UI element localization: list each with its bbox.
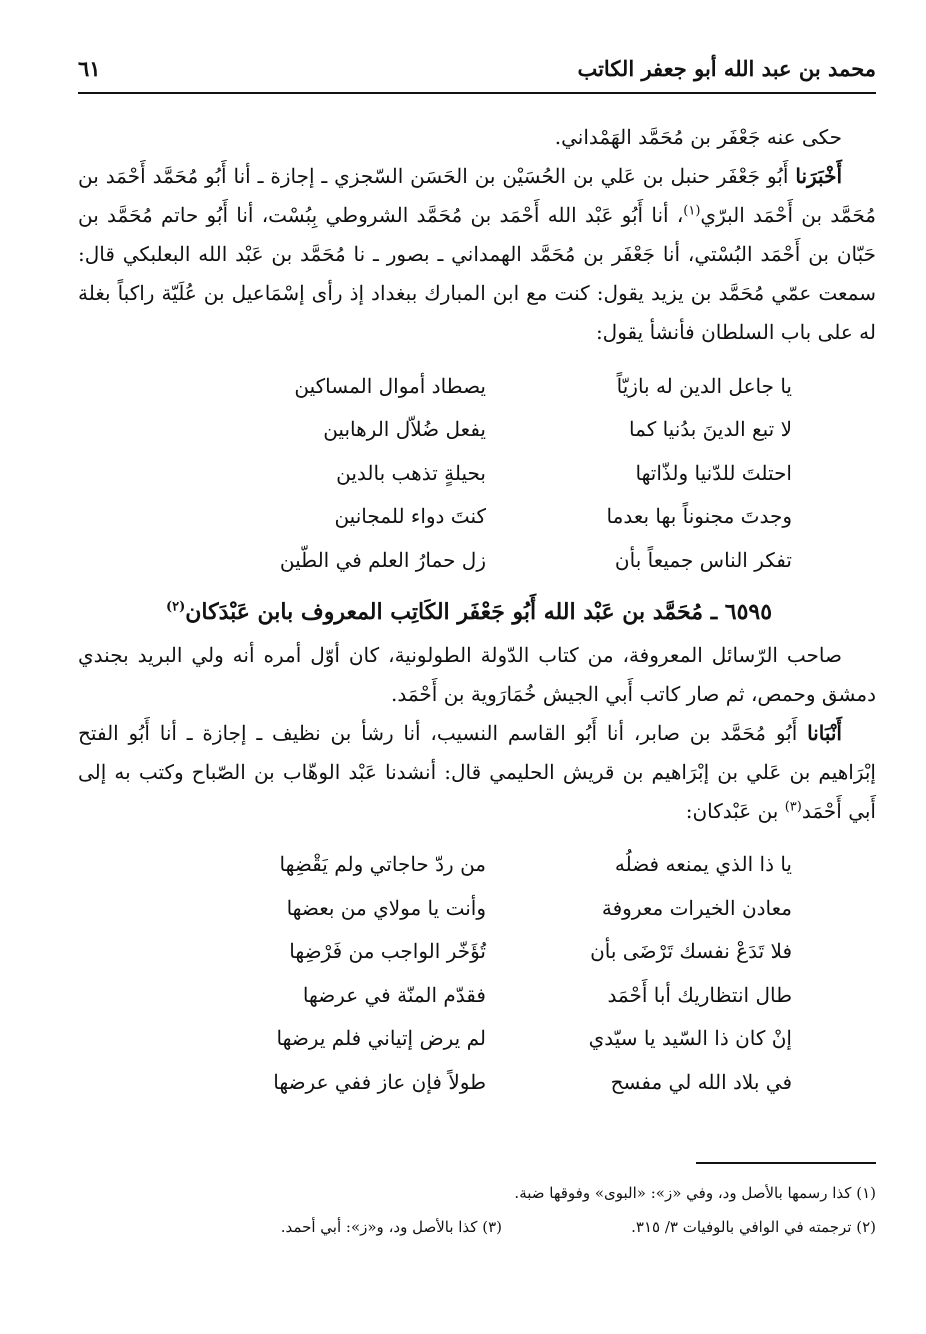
verse [78,843,876,887]
verse-second-hemistich: لم يرض إتياني فلم يرضها [276,1026,486,1051]
verse-second-hemistich: تُؤَخّر الواجب من فَرْضِها [289,939,486,964]
footnote-ref-2[interactable]: (٢) [165,599,186,615]
verse [78,973,876,1017]
footnote-1: (١) كذا رسمها بالأصل ود، وفي «ز»: «البوى» وفوقها ضبة. [514,1184,876,1202]
footnotes [78,1162,876,1244]
isnad-lead-word: أَخْبَرَنا [795,164,842,188]
paragraph-4-text-a: أَبُو مُحَمَّد بن صابر، أنا أَبُو القاسم النسيب، أنا رشأ بن نظيف ـ إجازة ـ أنا أَبُو الفتح إبْرَاهيم بن عَلي بن إبْرَاهيم بن قريش الحليمي قال: أنشدنا عَبْد الوهّاب بن الصّباح وكتب به إلى أَبي أَحْمَد [78,720,876,823]
paragraph-4-text-b: بن عَبْدكان: [685,798,785,823]
footnote-3: (٣) كذا بالأصل ود، و«ز»: أبي أحمد. [280,1218,502,1236]
verse-first-hemistich: في بلاد الله لي مفسح [610,1069,792,1094]
verse-second-hemistich: من ردّ حاجاتي ولم يَقْضِها [279,852,486,877]
verse-second-hemistich: فقدّم المنّة في عرضها [302,982,486,1007]
verse [78,1060,876,1104]
verse-first-hemistich: احتلتَ للدّنيا ولذّاتها [635,460,792,485]
main-text [78,118,876,1110]
verse [78,538,876,582]
verse [78,1017,876,1061]
page-number: ٦١ [78,56,101,81]
verse-second-hemistich: وأنت يا مولاي من بعضها [286,895,486,920]
paragraph-2-text-a: أَبُو جَعْفَر حنبل بن عَلي بن الحُسَيْن بن الحَسَن السّجزي ـ إجازة ـ أنا أَبُو مُحَمَّد أَحْمَد بن مُحَمَّد بن أَحْمَد البرّي [78,164,876,227]
footnote-row [78,1210,876,1244]
verse-first-hemistich: لا تبع الدينَ بدُنيا كما [629,417,792,442]
entry-title: ٦٥٩٥ ـ مُحَمَّد بن عَبْد الله أَبُو جَعْفَر الكَاتِب المعروف بابن عَبْدَكان [185,598,773,625]
verse-first-hemistich: يا جاعل الدين له بازيّاً [616,373,792,398]
poem-2 [78,843,876,1104]
verse-first-hemistich: معادن الخيرات معروفة [601,895,792,920]
paragraph-2-text-b: ، أنا أَبُو عَبْد الله أَحْمَد بن مُحَمَّد الشروطي بِبُسْت، أنا أَبُو حاتم مُحَمَّد بن حَبّان بن أَحْمَد البُسْتي، أنا جَعْفَر بن مُحَمَّد الهمداني ـ بصور ـ نا مُحَمَّد بن عَبْد الله البعلبكي قال: سمعت عمّي مُحَمَّد بن يزيد يقول: كنت مع ابن المبارك ببغداد إذ رأى إسْمَاعيل بن عُلَيّة راكباً بغلة له على باب السلطان فأنشأ يقول: [78,203,876,344]
footnote-2: (٢) ترجمته في الوافي بالوفيات ٣/ ٣١٥. [631,1218,876,1236]
paragraph-2 [78,157,876,352]
footnote-ref-3[interactable]: (٣) [784,798,802,814]
poem-1 [78,364,876,582]
verse-second-hemistich: يفعل ضُلاّل الرهابين [323,417,486,442]
verse [78,930,876,974]
footnote-ref-1[interactable]: (١) [683,203,701,219]
verse [78,495,876,539]
verse-second-hemistich: بحيلةٍ تذهب بالدين [336,460,486,485]
verse-second-hemistich: زل حمارُ العلم في الطّين [279,547,486,572]
verse-second-hemistich: كنتَ دواء للمجانين [334,504,486,529]
verse-first-hemistich: إنْ كان ذا السّيد يا سيّدي [588,1026,792,1051]
verse [78,451,876,495]
verse-first-hemistich: وجدتَ مجنوناً بها بعدما [606,504,792,529]
entry-heading [78,588,876,636]
verse-first-hemistich: تفكر الناس جميعاً بأن [614,547,792,572]
isnad-lead-word: أَنْبَانا [807,720,842,745]
verse-second-hemistich: طولاً فإن عاز ففي عرضها [273,1069,486,1094]
verse-second-hemistich: يصطاد أموال المساكين [294,373,486,398]
running-title: محمد بن عبد الله أبو جعفر الكاتب [577,56,876,81]
verse [78,408,876,452]
footnote-separator [696,1162,876,1164]
verse [78,364,876,408]
running-header [78,48,876,94]
paragraph-3: صاحب الرّسائل المعروفة، من كتاب الدّولة الطولونية، كان أوّل أمره أنه ولي البريد بجندي دمشق وحمص، ثم صار كاتب أَبي الجيش خُمَارَوية بن أَحْمَد. [78,642,876,706]
verse [78,886,876,930]
paragraph-1: حكى عنه جَعْفَر بن مُحَمَّد الهَمْداني. [554,125,842,149]
verse-first-hemistich: يا ذا الذي يمنعه فضلُه [614,852,792,877]
verse-first-hemistich: فلا تَدَعْ نفسك تَرْضَى بأن [590,939,792,964]
verse-first-hemistich: طال انتظاريك أبا أَحْمَد [607,982,792,1007]
paragraph-4 [78,714,876,831]
